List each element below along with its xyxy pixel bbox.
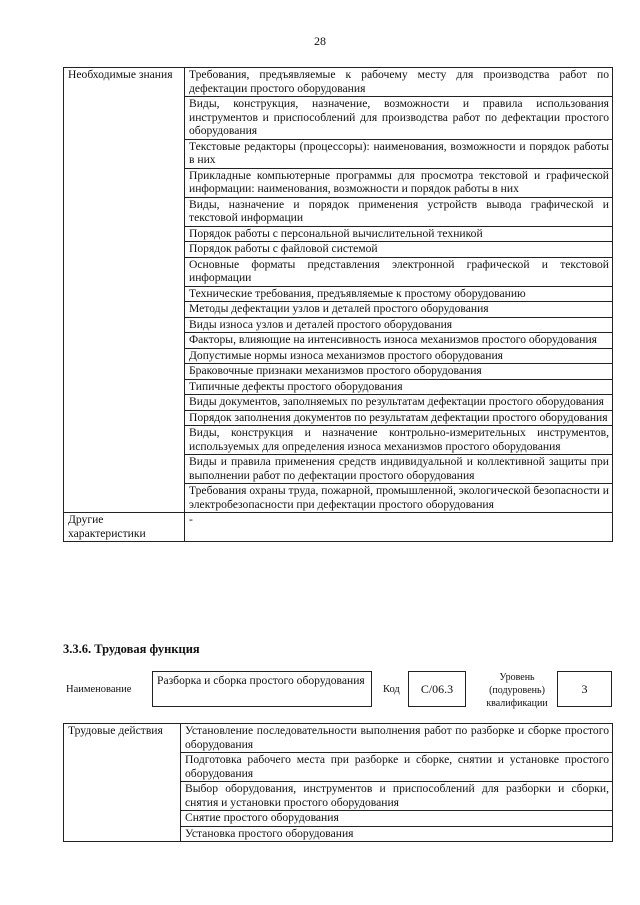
page-number: 28 [314, 34, 326, 48]
requirement-cell: Текстовые редакторы (процессоры): наименования, возможности и порядок работы в них [185, 139, 613, 168]
knowledge-table [63, 67, 613, 542]
requirement-cell: Прикладные компьютерные программы для просмотра текстовой и графической информации: наименования, возможности и порядок работы в них [185, 168, 613, 197]
requirement-cell: Виды документов, заполняемых по результатам дефектации простого оборудования [185, 395, 613, 411]
requirement-cell: Основные форматы представления электронной графической и текстовой информации [185, 257, 613, 286]
actions-table [63, 723, 613, 842]
requirement-cell: Технические требования, предъявляемые к простому оборудованию [185, 286, 613, 302]
function-code: С/06.3 [408, 671, 466, 707]
action-cell: Выбор оборудования, инструментов и приспособлений для разборки и сборки, снятия и установки простого оборудования [181, 782, 613, 811]
requirement-cell: Порядок работы с персональной вычислительной техникой [185, 226, 613, 242]
action-cell: Установление последовательности выполнения работ по разборке и сборке простого оборудования [181, 724, 613, 753]
other-characteristics-value: - [185, 513, 613, 542]
name-label: Наименование [66, 684, 132, 695]
table-row [64, 68, 613, 97]
code-label: Код [383, 684, 400, 695]
function-header [63, 671, 612, 713]
requirement-cell: Требования, предъявляемые к рабочему месту для производства работ по дефектации простого оборудования [185, 68, 613, 97]
knowledge-label: Необходимые знания [64, 68, 185, 513]
requirement-cell: Порядок работы с файловой системой [185, 242, 613, 258]
section-title: 3.3.6. Трудовая функция [63, 642, 200, 656]
requirement-cell: Требования охраны труда, пожарной, промышленной, экологической безопасности и электробезопасности при дефектации простого оборудования [185, 484, 613, 513]
requirement-cell: Виды и правила применения средств индивидуальной и коллективной защиты при выполнении работ по дефектации простого оборудования [185, 455, 613, 484]
requirement-cell: Допустимые нормы износа механизмов простого оборудования [185, 348, 613, 364]
table-row [64, 513, 613, 542]
knowledge-table-body [64, 68, 613, 513]
requirement-cell: Методы дефектации узлов и деталей простого оборудования [185, 302, 613, 318]
actions-table-body [64, 724, 613, 842]
requirement-cell: Виды, назначение и порядок применения устройств вывода графической и текстовой информации [185, 197, 613, 226]
function-name: Разборка и сборка простого оборудования [152, 671, 372, 707]
action-cell: Подготовка рабочего места при разборке и сборке, снятии и установке простого оборудования [181, 753, 613, 782]
requirement-cell: Факторы, влияющие на интенсивность износа механизмов простого оборудования [185, 333, 613, 349]
other-characteristics-label: Другие характеристики [64, 513, 185, 542]
action-cell: Установка простого оборудования [181, 826, 613, 842]
requirement-cell: Порядок заполнения документов по результатам дефектации простого оборудования [185, 410, 613, 426]
action-cell: Снятие простого оборудования [181, 811, 613, 827]
qualification-level-label: Уровень (подуровень) квалификации [486, 672, 548, 709]
requirement-cell: Виды, конструкция, назначение, возможности и правила использования инструментов и приспособлений для производства работ по дефектации простого оборудования [185, 97, 613, 140]
requirement-cell: Типичные дефекты простого оборудования [185, 379, 613, 395]
requirement-cell: Виды, конструкция и назначение контрольно-измерительных инструментов, используемых для определения износа механизмов простого оборудования [185, 426, 613, 455]
actions-label: Трудовые действия [64, 724, 181, 842]
requirement-cell: Браковочные признаки механизмов простого оборудования [185, 364, 613, 380]
requirement-cell: Виды износа узлов и деталей простого оборудования [185, 317, 613, 333]
table-row [64, 724, 613, 753]
qualification-level: 3 [557, 671, 612, 707]
